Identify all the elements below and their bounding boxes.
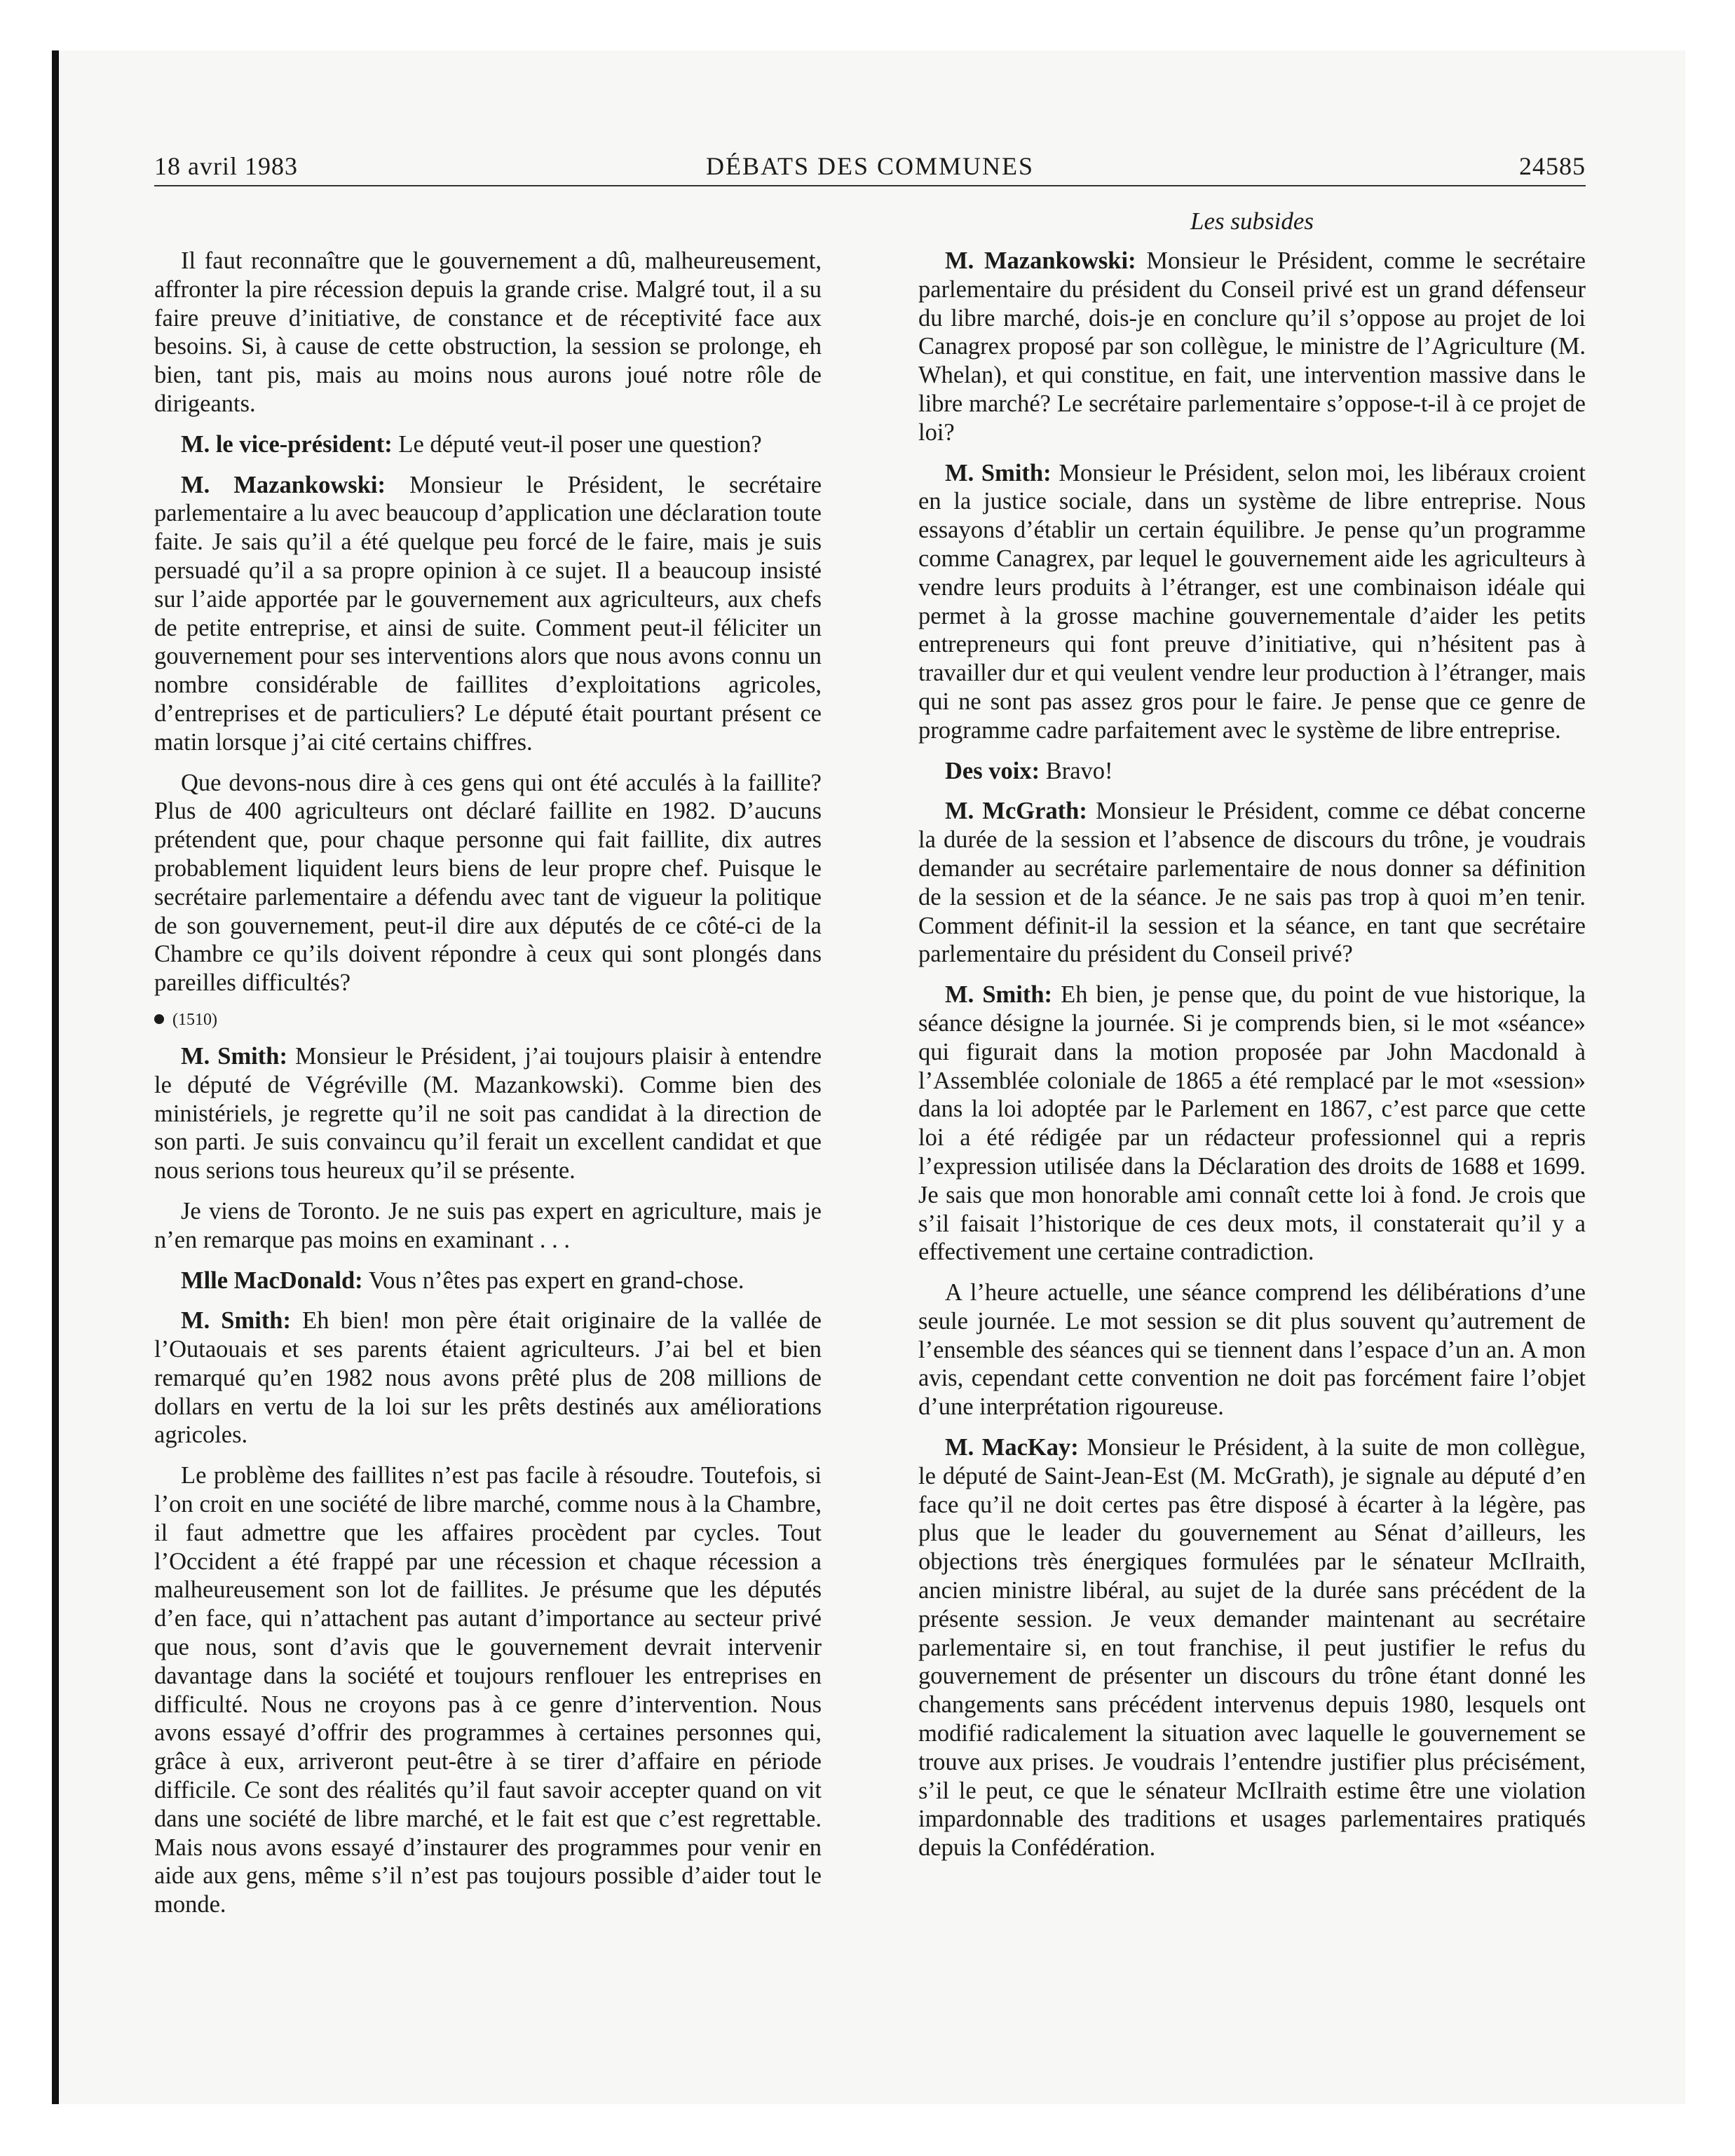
page-number: 24585 <box>1519 152 1586 180</box>
paragraph-text: Le problème des faillites n’est pas facile à résoudre. Toutefois, si l’on croit en une société de libre marché, comme nous à la Chambre, il faut admettre que les affaires procèdent par cycles. Tout l’Occident a été frappé par une récession et chaque récession a malheureusement son lot de faillites. Je présume que les députés d’en face, qui n’attachent pas autant d’importance au secteur privé que nous, sont d’avis que le gouvernement devrait intervenir davantage dans la société et toujours renflouer les entreprises en difficulté. Nous ne croyons pas à ce genre d’intervention. Nous avons essayé d’offrir des programmes à certaines personnes qui, grâce à eux, arriveront peut-être à se tirer d’affaire en période difficile. Ce sont des réalités qu’il faut savoir accepter quand on vit dans une société de libre marché, et le fait est que c’est regrettable. Mais nous avons essayé d’instaurer des programmes pour venir en aide aux gens, même s’il n’est pas toujours possible d’aider tout le monde. <box>154 1462 822 1918</box>
left-column <box>154 247 822 1931</box>
paragraph-text: Bravo! <box>1045 757 1113 784</box>
paragraph-text: Monsieur le Président, à la suite de mon collègue, le député de Saint-Jean-Est (M. McGrath), je signale au député d’en face qu’il ne doit certes pas être disposé à écarter à la légère, pas plus que le leader du gouvernement au Sénat d’ailleurs, les objections très énergiques formulées par le sénateur McIlraith, ancien ministre libéral, au sujet de la durée sans précédent de la présente session. Je veux demander maintenant au secrétaire parlementaire si, en tout franchise, il peut justifier le refus du gouvernement de présenter un discours du trône étant donné les changements sans précédent intervenus depuis 1980, lesquels ont modifié radicalement la situation avec laquelle le gouvernement se trouve aux prises. Je voudrais l’entendre justifier plus précisément, s’il le peut, ce que le sénateur McIlraith estime être une violation impardonnable des traditions et usages parlementaires pratiqués depuis la Confédération. <box>918 1434 1586 1862</box>
paragraph-text: Monsieur le Président, comme le secrétaire parlementaire du président du Conseil privé est un grand défenseur du libre marché, dois-je en conclure qu’il s’oppose au projet de loi Canagrex proposé par son collègue, le ministre de l’Agriculture (M. Whelan), et qui constitue, en fait, une intervention massive dans le libre marché? Le secrétaire parlementaire s’oppose-t-il à ce projet de loi? <box>918 247 1586 446</box>
publication-title: DÉBATS DES COMMUNES <box>705 152 1035 180</box>
speech-paragraph <box>154 1042 822 1185</box>
right-column <box>918 247 1586 1874</box>
paragraph-text: Monsieur le Président, j’ai toujours plaisir à entendre le député de Végréville (M. Mazankowski). Comme bien des ministériels, je regrette qu’il ne soit pas candidat à la direction de son parti. Je suis convaincu qu’il ferait un excellent candidat et que nous serions tous heureux qu’il se présente. <box>154 1042 822 1185</box>
speaker-name: M. Mazankowski: <box>181 471 386 498</box>
speech-paragraph <box>918 1278 1586 1421</box>
speaker-name: M. Smith: <box>945 981 1052 1009</box>
speaker-name: M. Smith: <box>181 1307 291 1335</box>
timestamp-text: (1510) <box>172 1010 217 1029</box>
paragraph-text: Le député veut-il poser une question? <box>398 430 762 458</box>
paragraph-text: Monsieur le Président, comme ce débat concerne la durée de la session et l’absence de discours du trône, je voudrais demander au secrétaire parlementaire de nous donner sa définition de la session et de la séance. Je ne sais pas trop à quoi m’en tenir. Comment définit-il la session et la séance, en tant que secrétaire parlementaire du président du Conseil privé? <box>918 798 1586 968</box>
page-header <box>154 151 1586 189</box>
paragraph-text: Je viens de Toronto. Je ne suis pas expert en agriculture, mais je n’en remarque pas moins en examinant . . . <box>154 1197 822 1253</box>
paragraph-text: Monsieur le Président, selon moi, les libéraux croient en la justice sociale, dans un système de libre entreprise. Nous essayons d’établir un certain équilibre. Je pense qu’un programme comme Canagrex, par lequel le gouvernement aide les agriculteurs à vendre leurs produits à l’étranger, est une combinaison idéale qui permet à la grosse machine gouvernementale d’aider les petits entrepreneurs qui font preuve d’initiative, qui n’hésitent pas à travailler dur et qui veulent vendre leur production à l’étranger, mais qui ne sont pas assez gros pour le faire. Je pense que ce genre de programme cadre parfaitement avec le système de libre entreprise. <box>918 459 1586 744</box>
scan-binding-edge <box>52 50 59 2104</box>
right-column-paragraphs <box>918 247 1586 1862</box>
paragraph-text: A l’heure actuelle, une séance comprend les délibérations d’une seule journée. Le mot session se dit plus souvent qu’autrement de l’ensemble des séances qui se tiennent dans l’espace d’un an. A mon avis, cependant cette convention ne doit pas forcément faire l’objet d’une interprétation rigoureuse. <box>918 1279 1586 1421</box>
speech-paragraph <box>918 459 1586 745</box>
timestamp <box>154 1009 822 1030</box>
speech-paragraph <box>154 769 822 997</box>
paragraph-text: Vous n’êtes pas expert en grand-chose. <box>368 1267 744 1294</box>
paragraph-text: Que devons-nous dire à ces gens qui ont été acculés à la faillite? Plus de 400 agriculteurs ont déclaré faillite en 1982. D’aucuns prétendent que, pour chaque personne qui fait faillite, dix autres probablement liquident leurs biens de leur propre chef. Puisque le secrétaire parlementaire a défendu avec tant de vigueur la politique de son gouvernement, peut-il dire aux députés de ce côté-ci de la Chambre ce qu’ils doivent répondre à ceux qui sont plongés dans pareilles difficultés? <box>154 769 822 997</box>
speech-paragraph <box>154 471 822 757</box>
speaker-name: Des voix: <box>945 757 1040 784</box>
speech-paragraph <box>154 430 822 459</box>
speaker-name: M. Smith: <box>945 459 1052 486</box>
speech-paragraph <box>154 1267 822 1295</box>
speech-paragraph <box>918 797 1586 969</box>
speech-paragraph <box>918 757 1586 786</box>
paragraph-text: Eh bien, je pense que, du point de vue historique, la séance désigne la journée. Si je comprends bien, si le mot «séance» qui figurait dans la motion proposée par John Macdonald à l’Assemblée coloniale de 1865 a été remplacé par le mot «session» dans la loi adoptée par le Parlement en 1867, c’est parce que cette loi a été rédigée par un rédacteur professionnel qui a repris l’expression utilisée dans la Déclaration des droits de 1688 et 1699. Je sais que mon honorable ami connaît cette loi à fond. Je crois que s’il faisait l’historique de ces deux mots, il constaterait qu’il y a effectivement une certaine contradiction. <box>918 981 1586 1266</box>
speech-paragraph <box>918 247 1586 447</box>
speaker-name: M. MacKay: <box>945 1434 1079 1461</box>
paragraph-text: Eh bien! mon père était originaire de la vallée de l’Outaouais et ses parents étaient agriculteurs. J’ai bel et bien remarqué qu’en 1982 nous avons prêté plus de 208 millions de dollars en vertu de la loi sur les prêts destinés aux améliorations agricoles. <box>154 1307 822 1449</box>
section-running-head: Les subsides <box>1190 207 1314 235</box>
speech-paragraph <box>154 1306 822 1449</box>
speech-paragraph <box>154 1461 822 1919</box>
speaker-name: Mlle MacDonald: <box>181 1267 363 1294</box>
speaker-name: M. le vice-président: <box>181 430 393 458</box>
bullet-icon <box>154 1014 164 1024</box>
left-column-paragraphs-continued <box>154 1042 822 1919</box>
speaker-name: M. Mazankowski: <box>945 247 1136 274</box>
speech-paragraph <box>154 1197 822 1255</box>
speech-paragraph <box>918 1433 1586 1862</box>
speaker-name: M. Smith: <box>181 1042 287 1070</box>
speech-paragraph <box>154 247 822 418</box>
speech-paragraph <box>918 981 1586 1267</box>
left-column-paragraphs <box>154 247 822 997</box>
speaker-name: M. McGrath: <box>945 798 1087 825</box>
paragraph-text: Il faut reconnaître que le gouvernement a dû, malheureusement, affronter la pire récession depuis la grande crise. Malgré tout, il a su faire preuve d’initiative, de constance et de réceptivité face aux besoins. Si, à cause de cette obstruction, la session se prolonge, eh bien, tant pis, mais au moins nous aurons joué notre rôle de dirigeants. <box>154 247 822 417</box>
paragraph-text: Monsieur le Président, le secrétaire parlementaire a lu avec beaucoup d’application une déclaration toute faite. Je sais qu’il a été quelque peu forcé de le faire, mais je suis persuadé qu’il a sa propre opinion à ce sujet. Il a beaucoup insisté sur l’aide apportée par le gouvernement aux agriculteurs, aux chefs de petite entreprise, et ainsi de suite. Comment peut-il féliciter un gouvernement pour ses interventions alors que nous avons connu un nombre considérable de faillites d’exploitations agricoles, d’entreprises et de particuliers? Le député était pourtant présent ce matin lorsque j’ai cité certains chiffres. <box>154 471 822 756</box>
header-date: 18 avril 1983 <box>154 152 298 180</box>
header-rule <box>154 185 1586 186</box>
